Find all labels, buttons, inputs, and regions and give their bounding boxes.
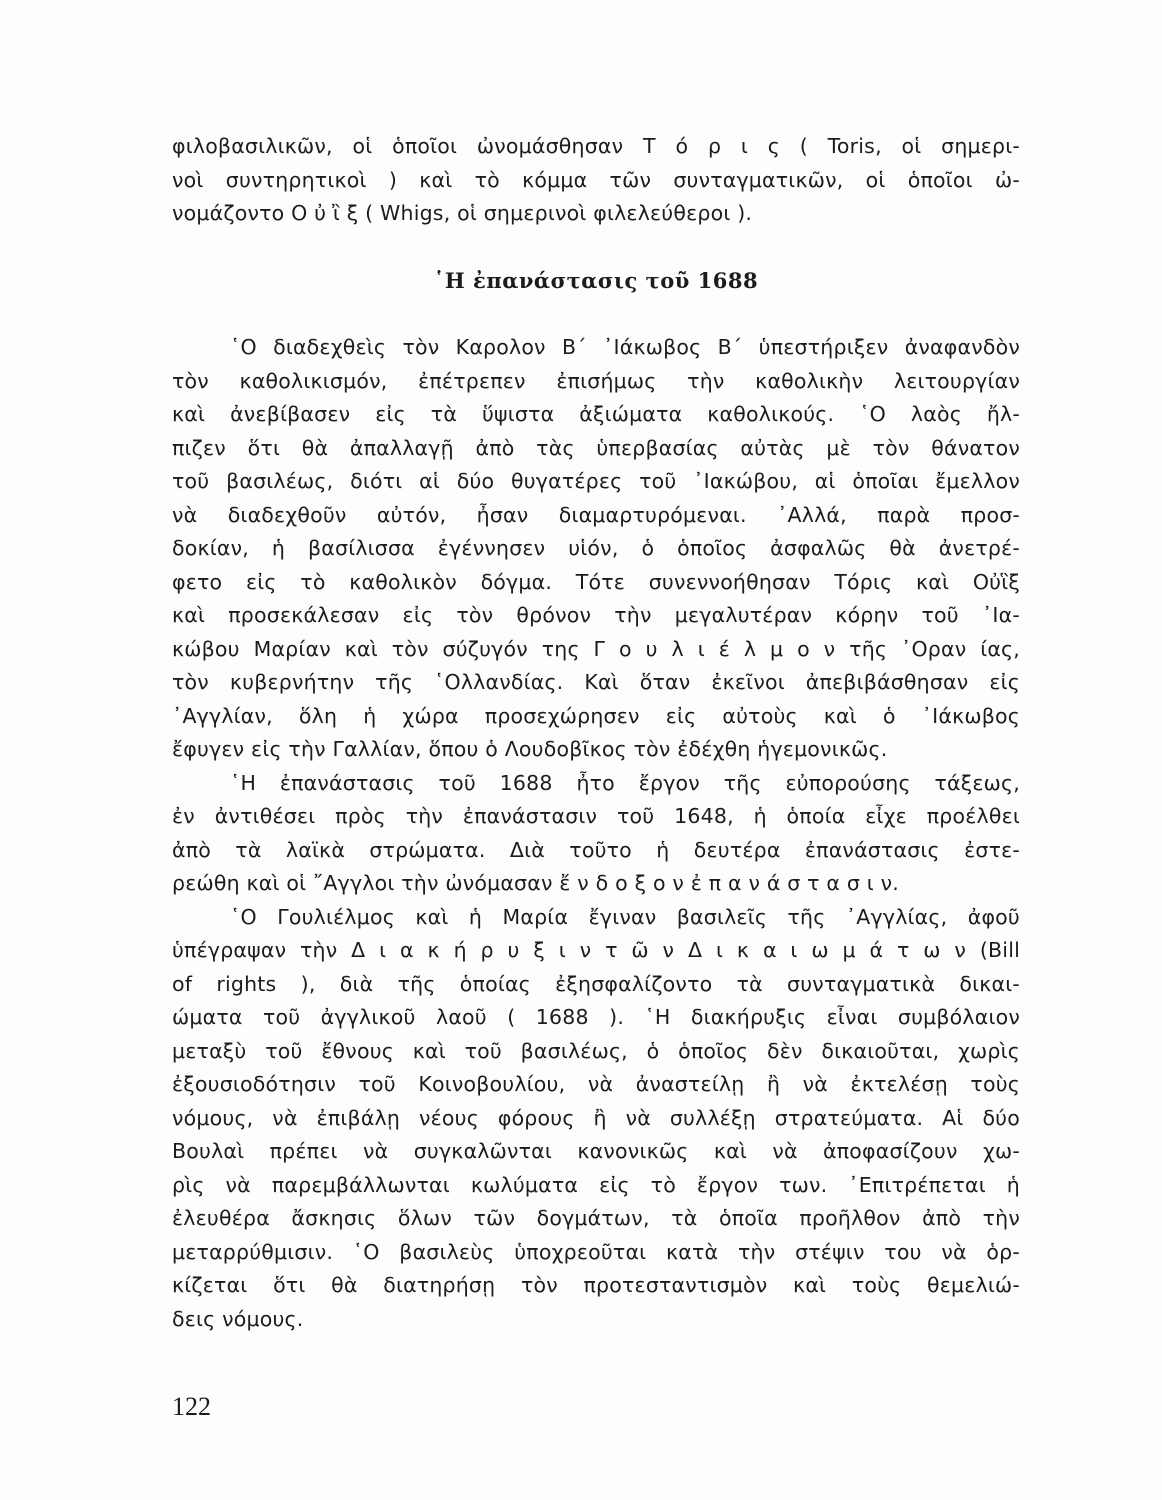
text-line: νόμους, νὰ ἐπιβάλῃ νέους φόρους ἢ νὰ συλλέξῃ στρατεύματα. Αἱ δύο — [172, 1105, 1020, 1130]
text-line: ἀπὸ τὰ λαϊκὰ στρώματα. Διὰ τοῦτο ἡ δευτέρα ἐπανάστασις ἐστε- — [172, 837, 1020, 862]
text-line: ἐλευθέρα ἄσκησις ὅλων τῶν δογμάτων, τὰ ὁποῖα προῆλθον ἀπὸ τὴν — [172, 1206, 1020, 1230]
text-line: ῾Ο Γουλιέλμος καὶ ἡ Μαρία ἔγιναν βασιλεῖς τῆς ᾿Αγγλίας, ἀφοῦ — [230, 904, 1020, 929]
text-line: καὶ προσεκάλεσαν εἰς τὸν θρόνον τὴν μεγαλυτέραν κόρην τοῦ ᾿Ια- — [172, 603, 1020, 627]
text-line: ρὶς νὰ παρεμβάλλωνται κωλύματα εἰς τὸ ἔργον των. ᾿Επιτρέπεται ἡ — [172, 1172, 1020, 1197]
text-line: κίζεται ὅτι θὰ διατηρήσῃ τὸν προτεσταντισμὸν καὶ τοὺς θεμελιώ- — [172, 1273, 1020, 1297]
text-line: ἐν ἀντιθέσει πρὸς τὴν ἐπανάστασιν τοῦ 1648, ἡ ὁποία εἶχε προέλθει — [172, 804, 1020, 828]
text-line: μεταξὺ τοῦ ἔθνους καὶ τοῦ βασιλέως, ὁ ὁποῖος δὲν δικαιοῦται, χωρὶς — [172, 1038, 1020, 1063]
text-line: ἐξουσιοδότησιν τοῦ Κοινοβουλίου, νὰ ἀναστείλῃ ἢ νὰ ἐκτελέσῃ τοὺς — [172, 1072, 1020, 1096]
text-line: πιζεν ὅτι θὰ ἀπαλλαγῇ ἀπὸ τὰς ὑπερβασίας αὐτὰς μὲ τὸν θάνατον — [172, 435, 1020, 460]
text-line: μεταρρύθμισιν. ῾Ο βασιλεὺς ὑποχρεοῦται κατὰ τὴν στέψιν του νὰ ὁρ- — [172, 1239, 1020, 1264]
text-line: ᾿Αγγλίαν, ὅλη ἡ χώρα προσεχώρησεν εἰς αὐτοὺς καὶ ὁ ᾿Ιάκωβος — [172, 703, 1020, 728]
page-number: 122 — [172, 1392, 211, 1421]
section-heading: ῾Η ἐπανάστασις τοῦ 1688 — [433, 268, 759, 293]
text-line: τὸν κυβερνήτην τῆς ῾Ολλανδίας. Καὶ ὅταν ἐκεῖνοι ἀπεβιβάσθησαν εἰς — [172, 670, 1020, 694]
text-line: νὰ διαδεχθοῦν αὐτόν, ἦσαν διαμαρτυρόμεναι. ᾿Αλλά, παρὰ προσ- — [172, 502, 1020, 527]
text-line: νοὶ συντηρητικοὶ ) καὶ τὸ κόμμα τῶν συνταγματικῶν, οἱ ὁποῖοι ὠ- — [172, 167, 1020, 192]
text-line: κώβου Μαρίαν καὶ τὸν σύζυγόν της Γ ο υ λ ι έ λ μ ο ν τῆς ᾿Οραν ίας, — [172, 636, 1020, 661]
text-line: Βουλαὶ πρέπει νὰ συγκαλῶνται κανονικῶς καὶ νὰ ἀποφασίζουν χω- — [172, 1139, 1020, 1163]
text-line: φιλοβασιλικῶν, οἱ ὁποῖοι ὠνομάσθησαν Τ ό ρ ι ς ( Toris, οἱ σημερι- — [172, 134, 1020, 158]
main-paragraphs — [172, 331, 1020, 1336]
text-line: ρεώθη καὶ οἱ ῎Αγγλοι τὴν ὠνόμασαν ἔ ν δ ο ξ ο ν ἐ π α ν ά σ τ α σ ι ν. — [172, 871, 899, 895]
text-line: δεις νόμους. — [172, 1306, 304, 1331]
text-line: νομάζοντο Ο ὐ ἲ ξ ( Whigs, οἱ σημερινοὶ φιλελεύθεροι ). — [172, 201, 753, 225]
text-line: ἔφυγεν εἰς τὴν Γαλλίαν, ὅπου ὁ Λουδοβῖκος τὸν ἐδέχθη ἡγεμονικῶς. — [172, 737, 888, 761]
text-line: τὸν καθολικισμόν, ἐπέτρεπεν ἐπισήμως τὴν καθολικὴν λειτουργίαν — [172, 368, 1020, 393]
text-line: δοκίαν, ἡ βασίλισσα ἐγέννησεν υἱόν, ὁ ὁποῖος ἀσφαλῶς θὰ ἀνετρέ- — [172, 536, 1020, 560]
text-line: φετο εἰς τὸ καθολικὸν δόγμα. Τότε συνεννοήθησαν Τόρις καὶ Οὐἳξ — [172, 569, 1020, 594]
text-line: καὶ ἀνεβίβασεν εἰς τὰ ὕψιστα ἀξιώματα καθολικούς. ῾Ο λαὸς ἤλ- — [172, 402, 1020, 426]
text-line: τοῦ βασιλέως, διότι αἱ δύο θυγατέρες τοῦ ᾿Ιακώβου, αἱ ὁποῖαι ἔμελλον — [172, 469, 1020, 493]
intro-paragraph — [172, 130, 1020, 231]
text-line: ῾Η ἐπανάστασις τοῦ 1688 ἦτο ἔργον τῆς εὐπορούσης τάξεως, — [230, 770, 1020, 795]
text-line: ώματα τοῦ ἀγγλικοῦ λαοῦ ( 1688 ). ῾Η διακήρυξις εἶναι συμβόλαιον — [172, 1005, 1020, 1029]
text-line: of rights ), διὰ τῆς ὁποίας ἐξησφαλίζοντο τὰ συνταγματικὰ δικαι- — [172, 971, 1020, 996]
text-line: ῾Ο διαδεχθεὶς τὸν Καρολον Β΄ ᾿Ιάκωβος Β΄ ὑπεστήριξεν ἀναφανδὸν — [230, 335, 1020, 359]
text-line: ὑπέγραψαν τὴν Δ ι α κ ή ρ υ ξ ι ν τ ῶ ν Δ ι κ α ι ω μ ά τ ω ν (Bill — [172, 938, 1020, 962]
